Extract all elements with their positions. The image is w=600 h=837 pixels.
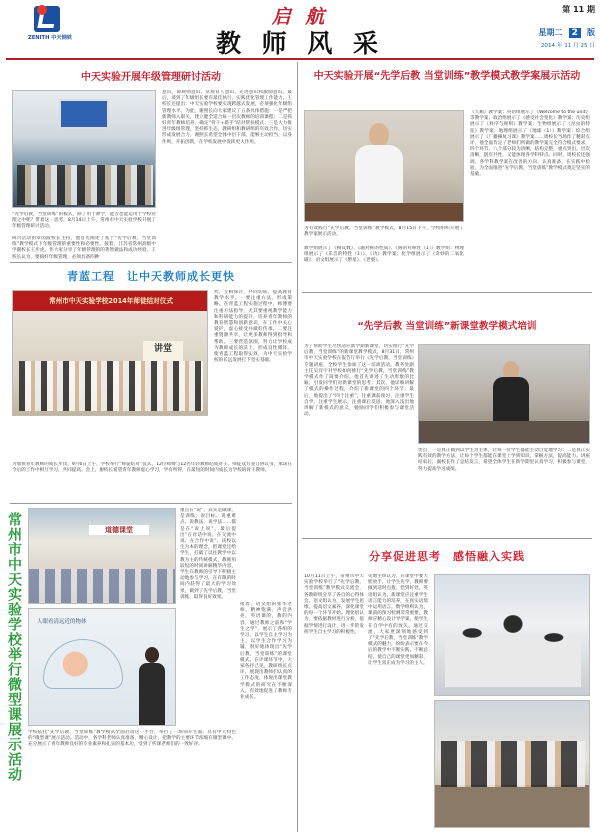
issue-number: 第 11 期 xyxy=(562,5,595,14)
article-photo-lecture xyxy=(28,608,176,726)
article-teaching-plan-showcase xyxy=(302,62,592,272)
article-photo-classroom xyxy=(28,508,176,604)
masthead xyxy=(0,0,600,58)
article-photo xyxy=(12,90,156,208)
masthead-rule xyxy=(6,58,594,60)
section-divider xyxy=(10,262,292,263)
slide-diagram xyxy=(43,639,123,689)
classroom-desks xyxy=(29,569,176,604)
slide-label: 人眼看清远近的物体 xyxy=(37,619,87,625)
photo-caption: 为加快青年教师的成长步伐，9月6日上午，学校举行“师徒结对”仪式，12位师傅与12名年轻教师结成对子。师徒双方签订协议书，承诺在今后的工作中相互学习，共同提高。会上，谢校长希望青年教师虚心学习，学有所得，在最短的时间内成长为学校的骨干教师。 xyxy=(12,462,292,474)
photo-banner: 常州市中天实验学校2014年师徒结对仪式 xyxy=(49,297,173,305)
logo-text: ZENITH 中天钢铁 xyxy=(27,35,72,41)
article-title: “先学后教 当堂训练”新课堂教学模式培训 xyxy=(357,321,537,332)
student-group xyxy=(445,597,581,687)
vertical-headline: 常州市中天实验学校举行微型课展示活动 xyxy=(6,512,22,782)
article-photo xyxy=(304,110,464,222)
article-body-mid: 史地生组认为，在课堂中要大胆放手，让学生先学，教师要做到适时点拨，恰到好处。英语组认为，新课堂应注重学生语言能力的培养，在真实语境中运用语言。数学组则认为，课前的预习检测非常重要，教师应精心设计导学案，使学生在自学中有的放矢。通过交流，大家更深刻地感受到了“先学后教，当堂训练”教学模式的魅力，纷纷表示要在今后的教学中不断实践、不断总结，使自己的课堂更加精彩，让学生真正成为学习的主人。 xyxy=(368,574,428,666)
article-photo xyxy=(418,344,590,444)
article-new-classroom-training xyxy=(302,296,592,536)
article-sharing-reflection xyxy=(302,540,592,832)
section-divider xyxy=(302,538,592,539)
article-body-right: 优点，一是真正做到以学生为主体，让每一位学生都能主动自觉地学习；二是真正实践有效的教学方法，让每个学生都能在课堂上学到知识，掌握方法，提高能力。讲座结束后，副校长作了总结发言，希望全体学生在新学期里认真学习，积极参与课堂，努力提高学习成绩。 xyxy=(418,448,590,472)
article-body-right: 接着，语文组的张华老师，精神饱满，声音洪亮，英语课的，教的内容，通过教师之前和“学生之学”，展示了各组的学习，以学生自主学习为主，以学生合作学习为辅，很好地体现出“先学后教，当堂训练”的课堂模式。在评课环节中，大家各抒己见，教研组长点评，展现出教师们认真的工作态度，体现出课堂教学模式的研究在不断深入，有效地促进了教师专业成长。 xyxy=(240,602,292,701)
article-grade-management xyxy=(10,62,292,260)
article-body-left: 研讨活动由章园波校长主持，他首先阐述了基于“先学后教，当堂训练”教学模式下年级管理的重要性和必要性。接着，江苏省常州高级中学副校长王步虎，作大家分享了年级管理的的著智做法和成功经验。王校长认为，要搞好年级管理，必须具备四种 xyxy=(12,236,156,260)
page-number-badge: 2 xyxy=(569,28,581,38)
article-body-left: 为了帮助学生尽快适应新学期新课堂，切实推行“先学后教，当堂训练”的新课堂教学模式，8月31日，常州市中天实验学校在报告厅举行《先学后教，当堂训练》专题讲座，全校学生参加了这一培训活动。教务处副主任吴洋宇对学校如何推行“先学后教，当堂训练”教学模式作了简要介绍。他首先讲述了生动形象的比喻，引发同学们对新课堂的思考；其次，他详细讲解了模式的操作过程，介绍了新课堂的四个环节；最后，他提出了“四个注重”，注重课前预习，注重学生自学，注重学生展示，注重课后反思。他深入浅出地讲解了新模式的意义，勉励同学们积极参与课堂活动。 xyxy=(304,344,414,418)
masthead-kicker: 启 航 xyxy=(271,6,329,28)
article-photo-meeting xyxy=(434,700,590,828)
school-logo xyxy=(24,4,76,50)
staff-row xyxy=(19,361,203,411)
issue-date: 2014 年 11 月 25 日 xyxy=(540,43,595,49)
page-suffix: 版 xyxy=(587,28,595,37)
weekday: 星期二 xyxy=(538,28,563,37)
section-divider xyxy=(302,292,592,293)
photo-caption: 学校依托“先学后教，当堂训练”教学模式全面启动这一平台，举行了一场别开生面、具有中天特色的“微型课”展示活动。活动中，各学科老师认真准备，精心设计，把教学的主要环节浓缩在微型课中，充分展示了青年教师良好的专业素养和扎实的基本功，受到了听课老师们的一致好评。 xyxy=(28,730,236,748)
speaker-figure xyxy=(351,123,405,203)
article-mentoring-program xyxy=(10,264,292,500)
article-body-mid: 重点在“说”，其实是做课，是训练；说目标、说重难点、说教法、说学法……都是在“说上说”，最后提出“在对话中说、在交流中说、在合作中说”。该校以生为本的理念，把课堂还给学生，打破了以往教学中以教为主的传统模式，教师用较短的时间讲解精华内容，学生在教师的引导下积极主动地参与学习，在有限的时间内获得了最大的学习效果，做到了先学后教，当堂训练，取得良好效果。 xyxy=(180,508,236,600)
article-body-right: 《天鹅》教学案；英语组展示了《Welcome to the unit》等教学案；政治组展示了《感受社会变化》教学案；历史组展示了《秩序与规则》教学案；生物组展示了《昆虫的特征》教学案；地理组展示了《地球（1）》教学案；综合组展示了《广播操复习课》教学案……周校长当场作了精彩点评，他全面肯定了老师们所做的教学案完全符合模式要求，四个环节、八个部分较为清晰，结构完整，重点突出，层次清晰，既有共性，又能体现各学科特点。同时，周校长还强调，各学科教学案在改善的方向，认真准备，在实践中检验，为全面推进“先学后教，当堂训练”教学模式奠定坚实的基础。 xyxy=(470,110,590,178)
teacher-figure xyxy=(137,647,167,725)
logo-emblem xyxy=(34,6,60,32)
article-body-right: 势，互相探讨，共同切磋，提高教育教学水平。一要注重方法，形成策略。在青蓝工程实施过程中，师傅要注重方法指导，尤其要重视教学能力和科研能力的提升，培养青年教师的教育智慧和创新意识，在工作中关心爱护，虚心接受并做好传承。二要注重资源共享，让更多教师得到指导和帮助。三要营造氛围，努力让学校成为教师成长的沃土，形成良性循环，使青蓝工程取得实效，为中天实验学校的长远发展打下坚实基础。 xyxy=(214,290,292,364)
article-title: 青蓝工程 让中天教师成长更快 xyxy=(67,270,235,283)
article-body-left: 10月11日上午，常州市中天实验学校举行了“先学后教，当堂训练”教学模式交流会，各教研组分享了各自的心得体会。语文组认为，发展学生思维，提高语文素养，深化课堂的每一个环节开始。理化组认为，要依据教材进行分析，依据学情进行设计，进一步的发挥学生自主学习的积极性。 xyxy=(304,574,364,635)
article-photo xyxy=(12,290,208,416)
photo-caption: “先学后教，当堂训练”的模式，除了用于教学，能否也能运用于学校管理之中呢？带着这一思考，8月14日上午，常州市中天实验学校开展了年级管理研讨活动。 xyxy=(12,212,156,230)
photo-board: 讲堂 xyxy=(143,341,183,361)
article-photo-students xyxy=(434,574,590,696)
photo-caption: 为有效践行“先学后教，当堂训练”教学模式，8月15日下午，学校组织开展了教学案展示活动。 xyxy=(304,226,464,238)
masthead-title: 教 师 风 采 xyxy=(215,29,385,58)
article-body-left: 教学组展示了《相反数》、《轴对称的性质》、《圆的对称性（1）》数学组：物理组展示了《乐音的特性（1）》、《功》教学案；化学组展示了《奇妙的二氧化碳》；语文组展示了《繁星》、《老栗》。 xyxy=(304,246,464,264)
article-title: 中天实验开展“先学后教 当堂训练”教学模式教学案展示活动 xyxy=(313,71,581,82)
article-micro-lesson xyxy=(26,508,292,832)
meeting-table xyxy=(435,785,590,828)
article-title: 分享促进思考 感悟融入实践 xyxy=(369,550,525,563)
section-divider xyxy=(10,503,292,504)
teacher-row xyxy=(441,741,585,787)
column-divider xyxy=(297,62,298,832)
lectern xyxy=(419,421,590,444)
article-body-right: 意识，即规则意识、常规育人意识、先进意识和激励意识。最后，谈到了年级组长要有最佳执行、实践优化管理工作能力。王校长还提出：中天实验学校要实现跨越式发展，必须强化年级组管理水平。为此，谢照长向大家建议了五条具体措施：一是严把新教师入职关，建立健全适合每一层次教师的培训课程；二是抓好青年教师培养，确定“骨干+新手”结对帮扶模式；三是大力推进年级组管理，坚持抓生态，教研组和教研组的有效合作，切实形成发展合力。谢照长希望全体中层干部，能够主动担当，以身作则，开拓创新，在学校发展中发挥更大作用。 xyxy=(162,90,292,145)
desk xyxy=(305,203,464,222)
photo-banner: 道德课堂 xyxy=(89,525,149,535)
speaker-figure xyxy=(491,361,531,421)
audience-row xyxy=(17,165,153,205)
page-label xyxy=(510,20,595,38)
projector-screen xyxy=(59,99,109,129)
article-title: 中天实验开展年级管理研讨活动 xyxy=(81,72,221,83)
